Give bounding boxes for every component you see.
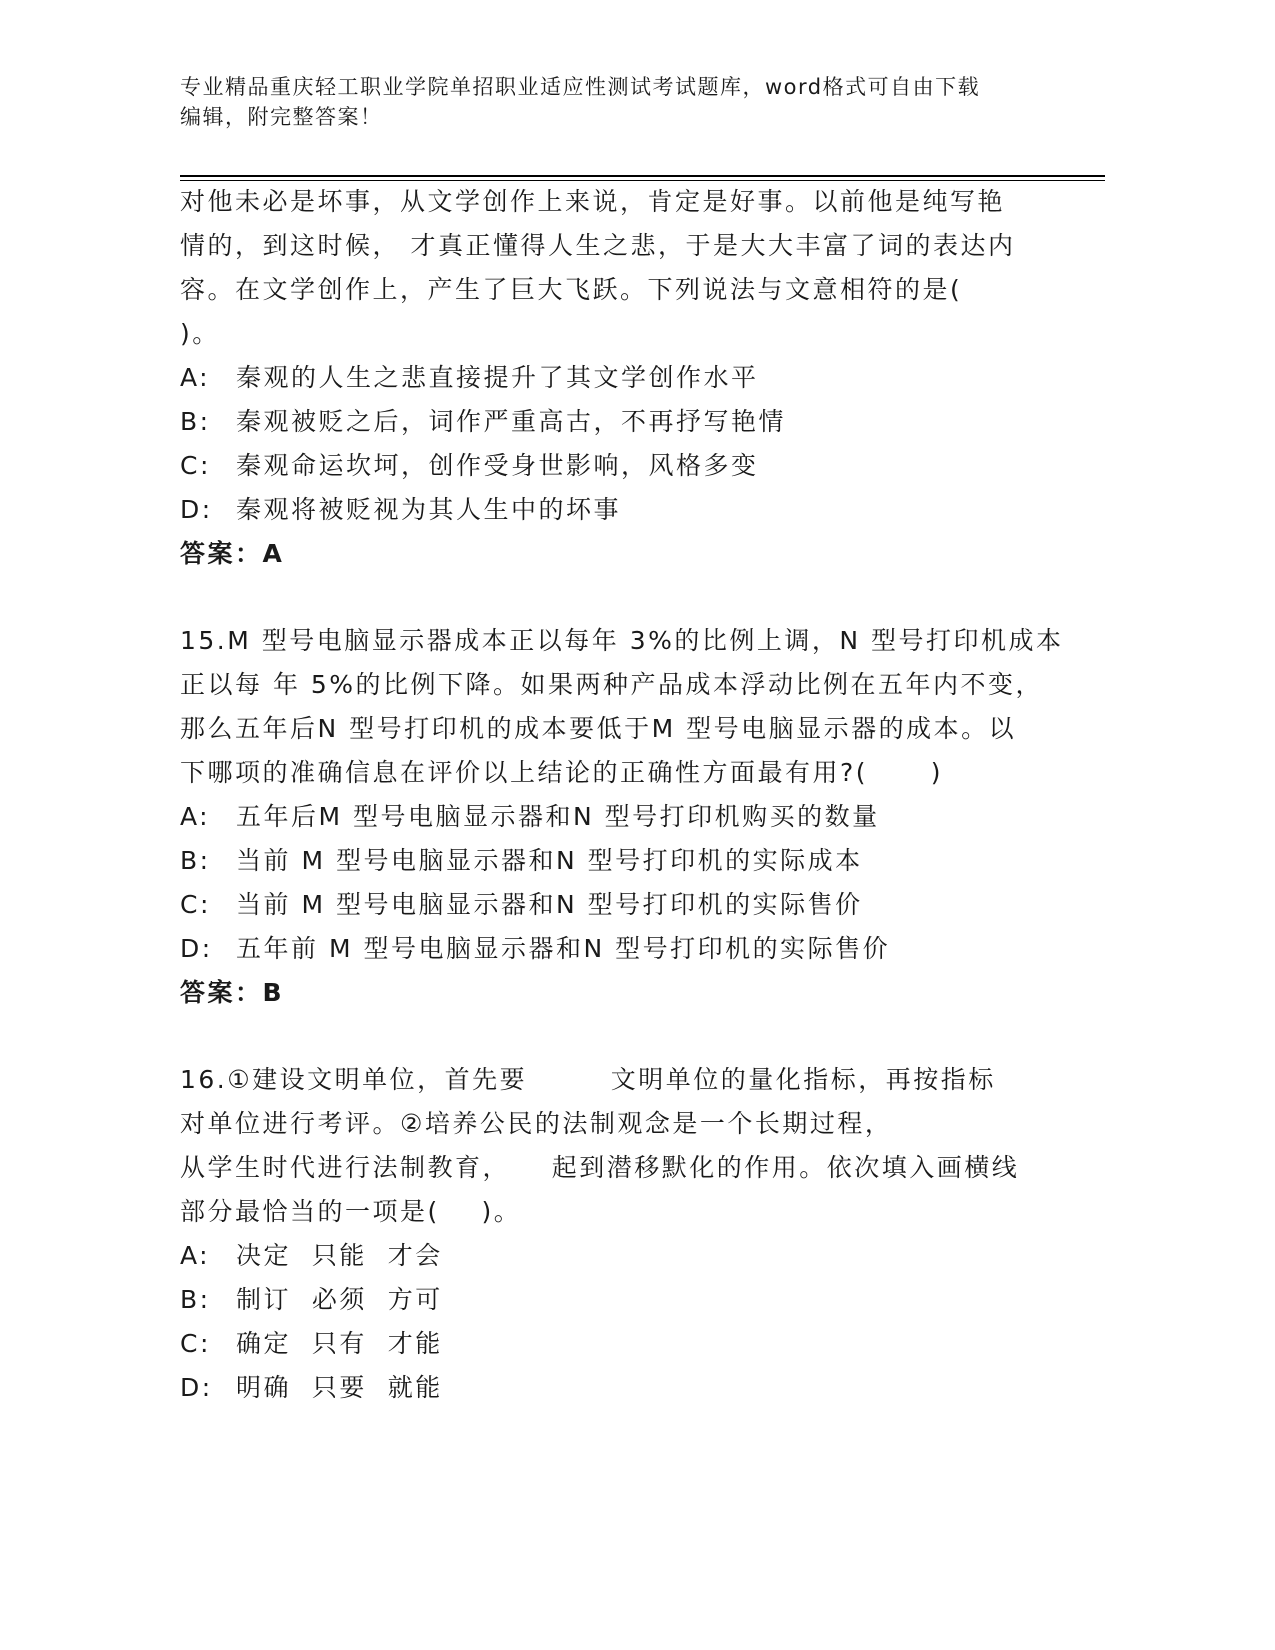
header-line-1: 专业精品重庆轻工职业学院单招职业适应性测试考试题库，word格式可自由下载 [180, 75, 981, 99]
question-text-line: 16.①建设文明单位，首先要 文明单位的量化指标，再按指标 [180, 1065, 996, 1094]
option-a [180, 795, 1060, 839]
option-text: 五年前 M 型号电脑显示器和N 型号打印机的实际售价 [236, 934, 891, 963]
option-b [180, 1278, 1060, 1322]
question-text-line: 15.M 型号电脑显示器成本正以每年 3%的比例上调，N 型号打印机成本 [180, 626, 1064, 655]
question-text-line: )。 [180, 319, 220, 348]
option-a [180, 1234, 1060, 1278]
option-d [180, 927, 1060, 971]
question-text-line: 那么五年后N 型号打印机的成本要低于M 型号电脑显示器的成本。以 [180, 714, 1017, 743]
option-letter: C: [180, 1329, 211, 1358]
option-text: 确定 只有 才能 [236, 1329, 443, 1358]
option-letter: D: [180, 495, 213, 524]
option-d [180, 488, 1060, 532]
option-c [180, 883, 1060, 927]
header-line-2: 编辑，附完整答案！ [180, 105, 383, 129]
option-text: 当前 M 型号电脑显示器和N 型号打印机的实际售价 [236, 890, 863, 919]
option-text: 五年后M 型号电脑显示器和N 型号打印机购买的数量 [236, 802, 880, 831]
question-text-line: 情的，到这时候， 才真正懂得人生之悲，于是大大丰富了词的表达内 [180, 231, 1016, 260]
question-text-line: 对他未必是坏事，从文学创作上来说，肯定是好事。以前他是纯写艳 [180, 187, 1006, 216]
option-letter: B: [180, 407, 211, 436]
option-text: 明确 只要 就能 [236, 1373, 443, 1402]
option-letter: A: [180, 1241, 211, 1270]
answer: 答案：A [180, 539, 285, 568]
option-text: 秦观被贬之后，词作严重高古，不再抒写艳情 [236, 407, 787, 436]
option-text: 制订 必须 方可 [236, 1285, 443, 1314]
question-text-line: 部分最恰当的一项是( )。 [180, 1197, 522, 1226]
option-letter: A: [180, 363, 211, 392]
option-letter: A: [180, 802, 211, 831]
question-text-line: 正以每 年 5%的比例下降。如果两种产品成本浮动比例在五年内不变， [180, 670, 1044, 699]
option-b [180, 839, 1060, 883]
option-c [180, 444, 1060, 488]
option-letter: B: [180, 1285, 211, 1314]
option-text: 秦观将被贬视为其人生中的坏事 [236, 495, 622, 524]
option-b [180, 400, 1060, 444]
option-letter: C: [180, 451, 211, 480]
spacer [180, 1015, 1060, 1058]
option-letter: D: [180, 934, 213, 963]
question-text-line: 对单位进行考评。②培养公民的法制观念是一个长期过程， [180, 1109, 893, 1138]
option-text: 当前 M 型号电脑显示器和N 型号打印机的实际成本 [236, 846, 863, 875]
option-letter: C: [180, 890, 211, 919]
question-15 [180, 619, 1064, 1015]
question-16 [180, 1058, 1060, 1410]
option-c [180, 1322, 1060, 1366]
option-d [180, 1366, 1060, 1410]
option-a [180, 356, 1060, 400]
header-divider-thick [180, 175, 1105, 177]
question-text-line: 下哪项的准确信息在评价以上结论的正确性方面最有用?( ) [180, 758, 943, 787]
question-text-line: 从学生时代进行法制教育， 起到潜移默化的作用。依次填入画横线 [180, 1153, 1020, 1182]
page-header [180, 72, 1060, 132]
option-letter: B: [180, 846, 211, 875]
spacer [180, 576, 1060, 619]
answer: 答案：B [180, 978, 285, 1007]
question-14 [180, 180, 1060, 576]
option-text: 秦观的人生之悲直接提升了其文学创作水平 [236, 363, 759, 392]
option-text: 秦观命运坎坷，创作受身世影响，风格多变 [236, 451, 759, 480]
option-letter: D: [180, 1373, 213, 1402]
option-text: 决定 只能 才会 [236, 1241, 443, 1270]
document-body [180, 180, 1064, 1410]
question-text-line: 容。在文学创作上，产生了巨大飞跃。下列说法与文意相符的是( [180, 275, 963, 304]
